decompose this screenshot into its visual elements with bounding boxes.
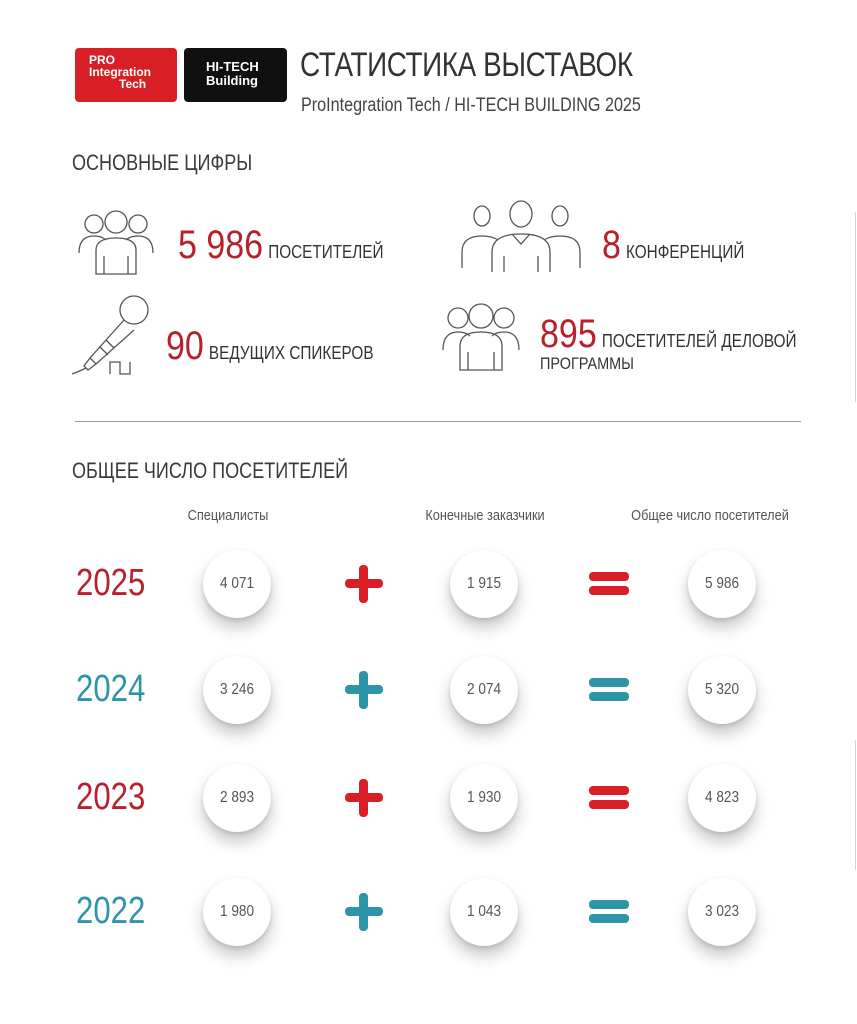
microphone-icon <box>70 292 152 376</box>
speakers-label: ВЕДУЩИХ СПИКЕРОВ <box>208 343 374 363</box>
equals-icon <box>589 678 629 702</box>
plus-icon <box>345 671 383 709</box>
business-value: 895 <box>540 312 597 356</box>
total-circle-value: 5 986 <box>704 575 740 592</box>
total-circle-value: 5 320 <box>704 681 740 698</box>
equals-bar <box>589 586 629 595</box>
column-header-specialists: Специалисты <box>187 507 269 524</box>
logo-pro-line1: PRO <box>89 53 116 67</box>
plus-icon <box>345 565 383 603</box>
edge-line-bottom <box>855 740 856 870</box>
customers-circle-value: 2 074 <box>466 681 502 698</box>
equals-icon <box>589 572 629 596</box>
total-circle-value: 3 023 <box>704 903 740 920</box>
plus-bar-vertical <box>359 565 368 603</box>
equals-bar <box>589 900 629 909</box>
column-header-total: Общее число посетителей <box>631 507 789 524</box>
plus-icon <box>345 893 383 931</box>
equals-bar <box>589 572 629 581</box>
equals-icon <box>589 786 629 810</box>
equals-bar <box>589 914 629 923</box>
customers-circle <box>450 878 518 946</box>
specialists-circle <box>203 878 271 946</box>
total-circle <box>688 550 756 618</box>
customers-circle-value: 1 930 <box>466 789 502 806</box>
plus-icon <box>345 779 383 817</box>
conferences-label: КОНФЕРЕНЦИЙ <box>626 242 745 262</box>
totals-heading: ОБЩЕЕ ЧИСЛО ПОСЕТИТЕЛЕЙ <box>72 458 349 483</box>
speakers-group-icon <box>460 200 582 272</box>
business-label-line1: ПОСЕТИТЕЛЕЙ ДЕЛОВОЙ <box>601 331 797 351</box>
visitors-figure <box>178 225 383 272</box>
total-circle <box>688 764 756 832</box>
specialists-circle-value: 1 980 <box>219 903 255 920</box>
hitech-building-logo <box>184 48 287 102</box>
plus-bar-vertical <box>359 779 368 817</box>
row-year: 2024 <box>76 668 146 710</box>
logo-pro-line2: Integration <box>89 65 151 79</box>
customers-circle-value: 1 043 <box>466 903 502 920</box>
customers-circle <box>450 550 518 618</box>
customers-circle <box>450 656 518 724</box>
speakers-figure <box>166 326 374 373</box>
specialists-circle-value: 4 071 <box>219 575 255 592</box>
specialists-circle <box>203 764 271 832</box>
plus-bar-vertical <box>359 893 368 931</box>
specialists-circle-value: 2 893 <box>219 789 255 806</box>
total-circle <box>688 878 756 946</box>
customers-circle-value: 1 915 <box>466 575 502 592</box>
speakers-value: 90 <box>166 324 204 368</box>
total-circle-value: 4 823 <box>704 789 740 806</box>
logo-pro-line3: Tech <box>119 77 147 91</box>
audience-icon <box>440 300 522 372</box>
prointegration-logo <box>75 48 177 102</box>
customers-circle <box>450 764 518 832</box>
plus-bar-vertical <box>359 671 368 709</box>
row-year: 2025 <box>76 562 146 604</box>
conferences-value: 8 <box>602 223 621 267</box>
equals-bar <box>589 800 629 809</box>
row-year: 2022 <box>76 890 146 932</box>
equals-bar <box>589 692 629 701</box>
business-label-line2: ПРОГРАММЫ <box>540 354 634 373</box>
edge-line-top <box>855 212 856 402</box>
logo-hitech-line2: Building <box>206 73 258 88</box>
key-figures-heading: ОСНОВНЫЕ ЦИФРЫ <box>72 150 253 175</box>
equals-icon <box>589 900 629 924</box>
page-title: СТАТИСТИКА ВЫСТАВОК <box>300 46 633 84</box>
visitors-value: 5 986 <box>178 223 264 267</box>
people-group-icon <box>76 208 156 278</box>
row-year: 2023 <box>76 776 146 818</box>
conferences-figure <box>602 225 744 272</box>
specialists-circle <box>203 550 271 618</box>
page-subtitle: ProIntegration Tech / HI-TECH BUILDING 2025 <box>301 95 641 116</box>
visitors-label: ПОСЕТИТЕЛЕЙ <box>268 242 384 262</box>
equals-bar <box>589 786 629 795</box>
total-circle <box>688 656 756 724</box>
section-divider <box>75 421 801 422</box>
column-header-customers: Конечные заказчики <box>425 507 545 524</box>
logo-hitech-line1: HI-TECH <box>206 59 259 74</box>
equals-bar <box>589 678 629 687</box>
specialists-circle <box>203 656 271 724</box>
specialists-circle-value: 3 246 <box>219 681 255 698</box>
